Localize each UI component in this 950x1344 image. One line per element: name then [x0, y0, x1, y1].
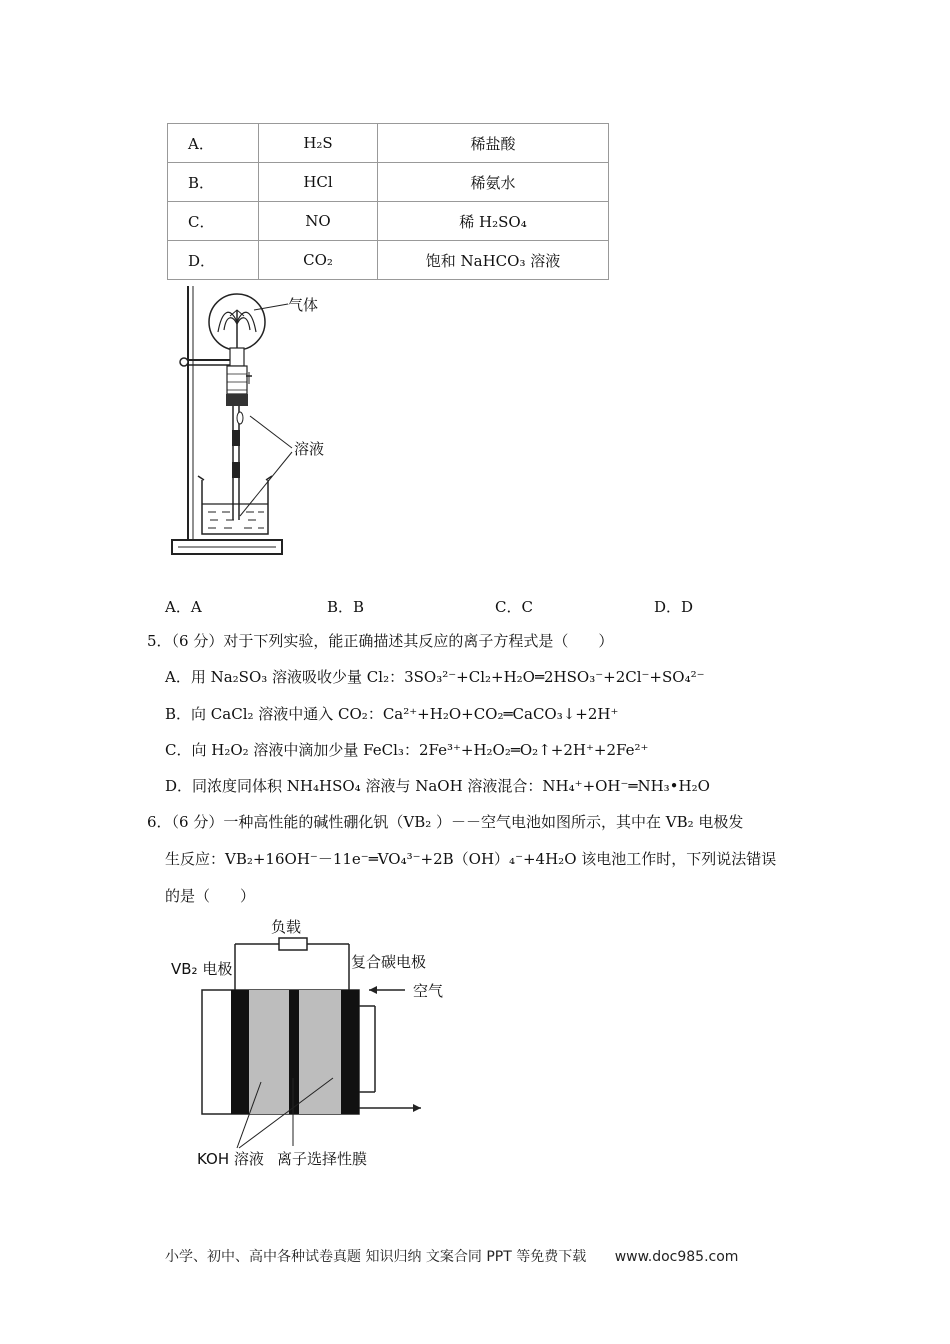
q4-choice-d: D．D	[654, 598, 694, 616]
solution-cell: 稀 H₂SO₄	[378, 202, 609, 241]
q5-option-d: D．同浓度同体积 NH₄HSO₄ 溶液与 NaOH 溶液混合：NH₄⁺+OH⁻═NH₃•H₂O	[165, 777, 710, 795]
row-label: A．	[168, 124, 259, 163]
row-label: B．	[168, 163, 259, 202]
q4-choice-b: B．B	[327, 598, 365, 616]
solution-cell: 稀盐酸	[378, 124, 609, 163]
battery-figure	[165, 912, 465, 1177]
air-label: 空气	[413, 982, 444, 1000]
q5-stem: 5．（6 分）对于下列实验，能正确描述其反应的离子方程式是（ ）	[147, 632, 614, 650]
gas-cell: CO₂	[259, 241, 378, 280]
load-label: 负载	[271, 918, 302, 936]
gas-cell: NO	[259, 202, 378, 241]
membrane-label: 离子选择性膜	[277, 1150, 368, 1168]
solution-cell: 饱和 NaHCO₃ 溶液	[378, 241, 609, 280]
gas-cell: HCl	[259, 163, 378, 202]
table-row	[168, 241, 609, 280]
gas-label: 气体	[288, 296, 319, 314]
vb2-electrode-label: VB₂ 电极	[171, 960, 233, 978]
row-label: C．	[168, 202, 259, 241]
row-label: D．	[168, 241, 259, 280]
q4-choice-a: A．A	[165, 598, 202, 616]
q6-stem-line-2: 生反应：VB₂+16OH⁻－11e⁻═VO₄³⁻+2B（OH）₄⁻+4H₂O 该电池工作时，下列说法错误	[165, 850, 777, 868]
q6-stem-line-3: 的是（ ）	[165, 887, 256, 905]
koh-solution-label: KOH 溶液	[197, 1150, 264, 1168]
page-footer	[165, 1246, 738, 1266]
table-row	[168, 202, 609, 241]
carbon-electrode-label: 复合碳电极	[351, 953, 427, 971]
gas-cell: H₂S	[259, 124, 378, 163]
solution-label: 溶液	[294, 440, 325, 458]
q4-choice-c: C．C	[495, 598, 533, 616]
q6-stem-line-1: 6．（6 分）一种高性能的碱性硼化钒（VB₂ ）－－空气电池如图所示，其中在 VB₂ 电极发	[147, 813, 744, 831]
q5-option-b: B．向 CaCl₂ 溶液中通入 CO₂：Ca²⁺+H₂O+CO₂═CaCO₃↓+2H⁺	[165, 705, 619, 723]
fountain-apparatus-figure	[160, 280, 380, 565]
table-row	[168, 124, 609, 163]
footer-site-link[interactable]: www.doc985.com	[614, 1249, 739, 1265]
solution-cell: 稀氨水	[378, 163, 609, 202]
options-table	[167, 123, 609, 280]
table-row	[168, 163, 609, 202]
load-resistor	[279, 938, 307, 950]
q5-option-a: A．用 Na₂SO₃ 溶液吸收少量 Cl₂：3SO₃²⁻+Cl₂+H₂O═2HSO₃⁻+2Cl⁻+SO₄²⁻	[165, 668, 705, 686]
footer-text: 小学、初中、高中各种试卷真题 知识归纳 文案合同 PPT 等免费下载	[165, 1249, 587, 1265]
q5-option-c: C．向 H₂O₂ 溶液中滴加少量 FeCl₃：2Fe³⁺+H₂O₂═O₂↑+2H⁺+2Fe²⁺	[165, 741, 649, 759]
